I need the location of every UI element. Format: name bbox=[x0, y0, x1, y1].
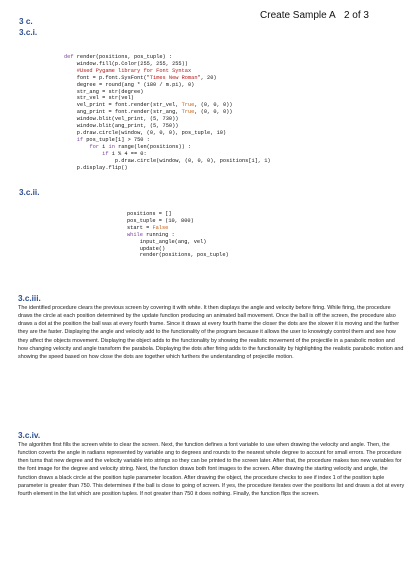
main-code-line: input_angle(ang, vel) bbox=[127, 238, 207, 245]
section-heading-3cii: 3.c.ii. bbox=[19, 188, 40, 197]
paragraph-3ciii: The identified procedure clears the previous screen by covering it with white. It then displays the angle and velocity before firing. While firing, the procedure draws the circle at each position determined by the update function producing an animated ball movement. Once the ball is off the screen, the procedure also draws a dot at the position the ball was at every fourth frame. Since it draws at every fourth frame the closer the dots are the slower it is moving and the farther they are the faster. Displaying the angle and velocity add to the functionality of the program because it allows the user to knowingly control them and see how they affect the objects movement. Displaying the object adds to the functionality by showing the realistic movement of the projectile in a parabolic motion and how changing velocity and angle transform the parabola. Displaying the dots after firing adds to the functionality by highlighting the realistic parabolic motion and showing the speed based on how close the dots are together which furthers the understanding of projectile motion. bbox=[18, 305, 404, 360]
render-code-line: #Used Pygame library for Font Syntax bbox=[76, 67, 192, 74]
render-code-line: if pos_tuple[1] > 750 : bbox=[76, 136, 150, 143]
render-function-code-block bbox=[64, 54, 271, 171]
render-code-line: str_ang = str(degree) bbox=[64, 88, 144, 95]
page-indicator: 2 of 3 bbox=[343, 10, 369, 21]
page-header bbox=[260, 10, 369, 21]
paragraph-3civ: The algorithm first fills the screen white to clear the screen. Next, the function defines a font variable to use when drawing the velocity and angle. Then, the function coverts the angle in radians represented by variable ang to degrees and rounds to the nearest whole degree to account for small errors. The procedure then turns that new degree and the velocity variable into strings so they can be printed to the screen later. After that, the procedure makes two new variables for the font image for the degree and velocity string. Next, the function draws both font images to the screen. After drawing the starting velocity and angle, the function draws a black circle at the position tuple parameter location. After drawing the object, the procedure checks to see if index 1 of the position tuple parameter is greater than 750. This determines if the ball is close to going of screen. If yes, the procedure iterates over the positions list and draws a dot at every fourth element in the list which are position tuples. If not greater than 750 it does nothing. Finally, the function flips the screen. bbox=[18, 442, 405, 497]
main-code-line: start = False bbox=[127, 224, 169, 231]
render-code-line: p.display.flip() bbox=[64, 164, 128, 171]
render-code-line: def render(positions, pos_tuple) : bbox=[64, 54, 173, 60]
render-code-line: for i in range(len(positions)) : bbox=[89, 143, 192, 150]
document-title: Create Sample A bbox=[260, 10, 336, 21]
section-heading-3ci: 3.c.i. bbox=[19, 28, 38, 37]
render-code-line: vel_print = font.render(str_vel, True, (0, 0, 0)) bbox=[64, 102, 233, 109]
render-code-line: window.fill(p.Color(255, 255, 255)) bbox=[64, 60, 188, 67]
render-code-line: p.draw.circle(window, (0, 0, 0), positions[i], 1) bbox=[64, 157, 271, 164]
render-code-line: if i % 4 == 0: bbox=[102, 150, 147, 157]
render-code-line: font = p.font.SysFont("Times New Roman", 20) bbox=[64, 74, 217, 81]
render-code-line: p.draw.circle(window, (0, 0, 0), pos_tuple, 10) bbox=[64, 129, 227, 136]
main-code-line: positions = [] bbox=[127, 211, 172, 217]
render-code-line: window.blit(vel_print, (5, 730)) bbox=[64, 116, 179, 123]
section-heading-3ciii: 3.c.iii. bbox=[18, 294, 41, 303]
render-code-line: ang_print = font.render(str_ang, True, (0, 0, 0)) bbox=[64, 109, 233, 116]
render-code-line: degree = round(ang * (180 / m.pi), 0) bbox=[64, 81, 195, 88]
main-code-line: render(positions, pos_tuple) bbox=[127, 252, 229, 259]
main-loop-code-block bbox=[127, 211, 229, 259]
section-heading-3c: 3 c. bbox=[19, 17, 33, 26]
main-code-line: update() bbox=[127, 245, 166, 252]
main-code-line: while running : bbox=[127, 231, 175, 238]
render-code-line: str_vel = str(vel) bbox=[64, 95, 134, 102]
render-code-line: window.blit(ang_print, (5, 750)) bbox=[64, 123, 179, 130]
main-code-line: pos_tuple = (10, 800) bbox=[127, 217, 194, 224]
section-heading-3civ: 3.c.iv. bbox=[18, 431, 41, 440]
